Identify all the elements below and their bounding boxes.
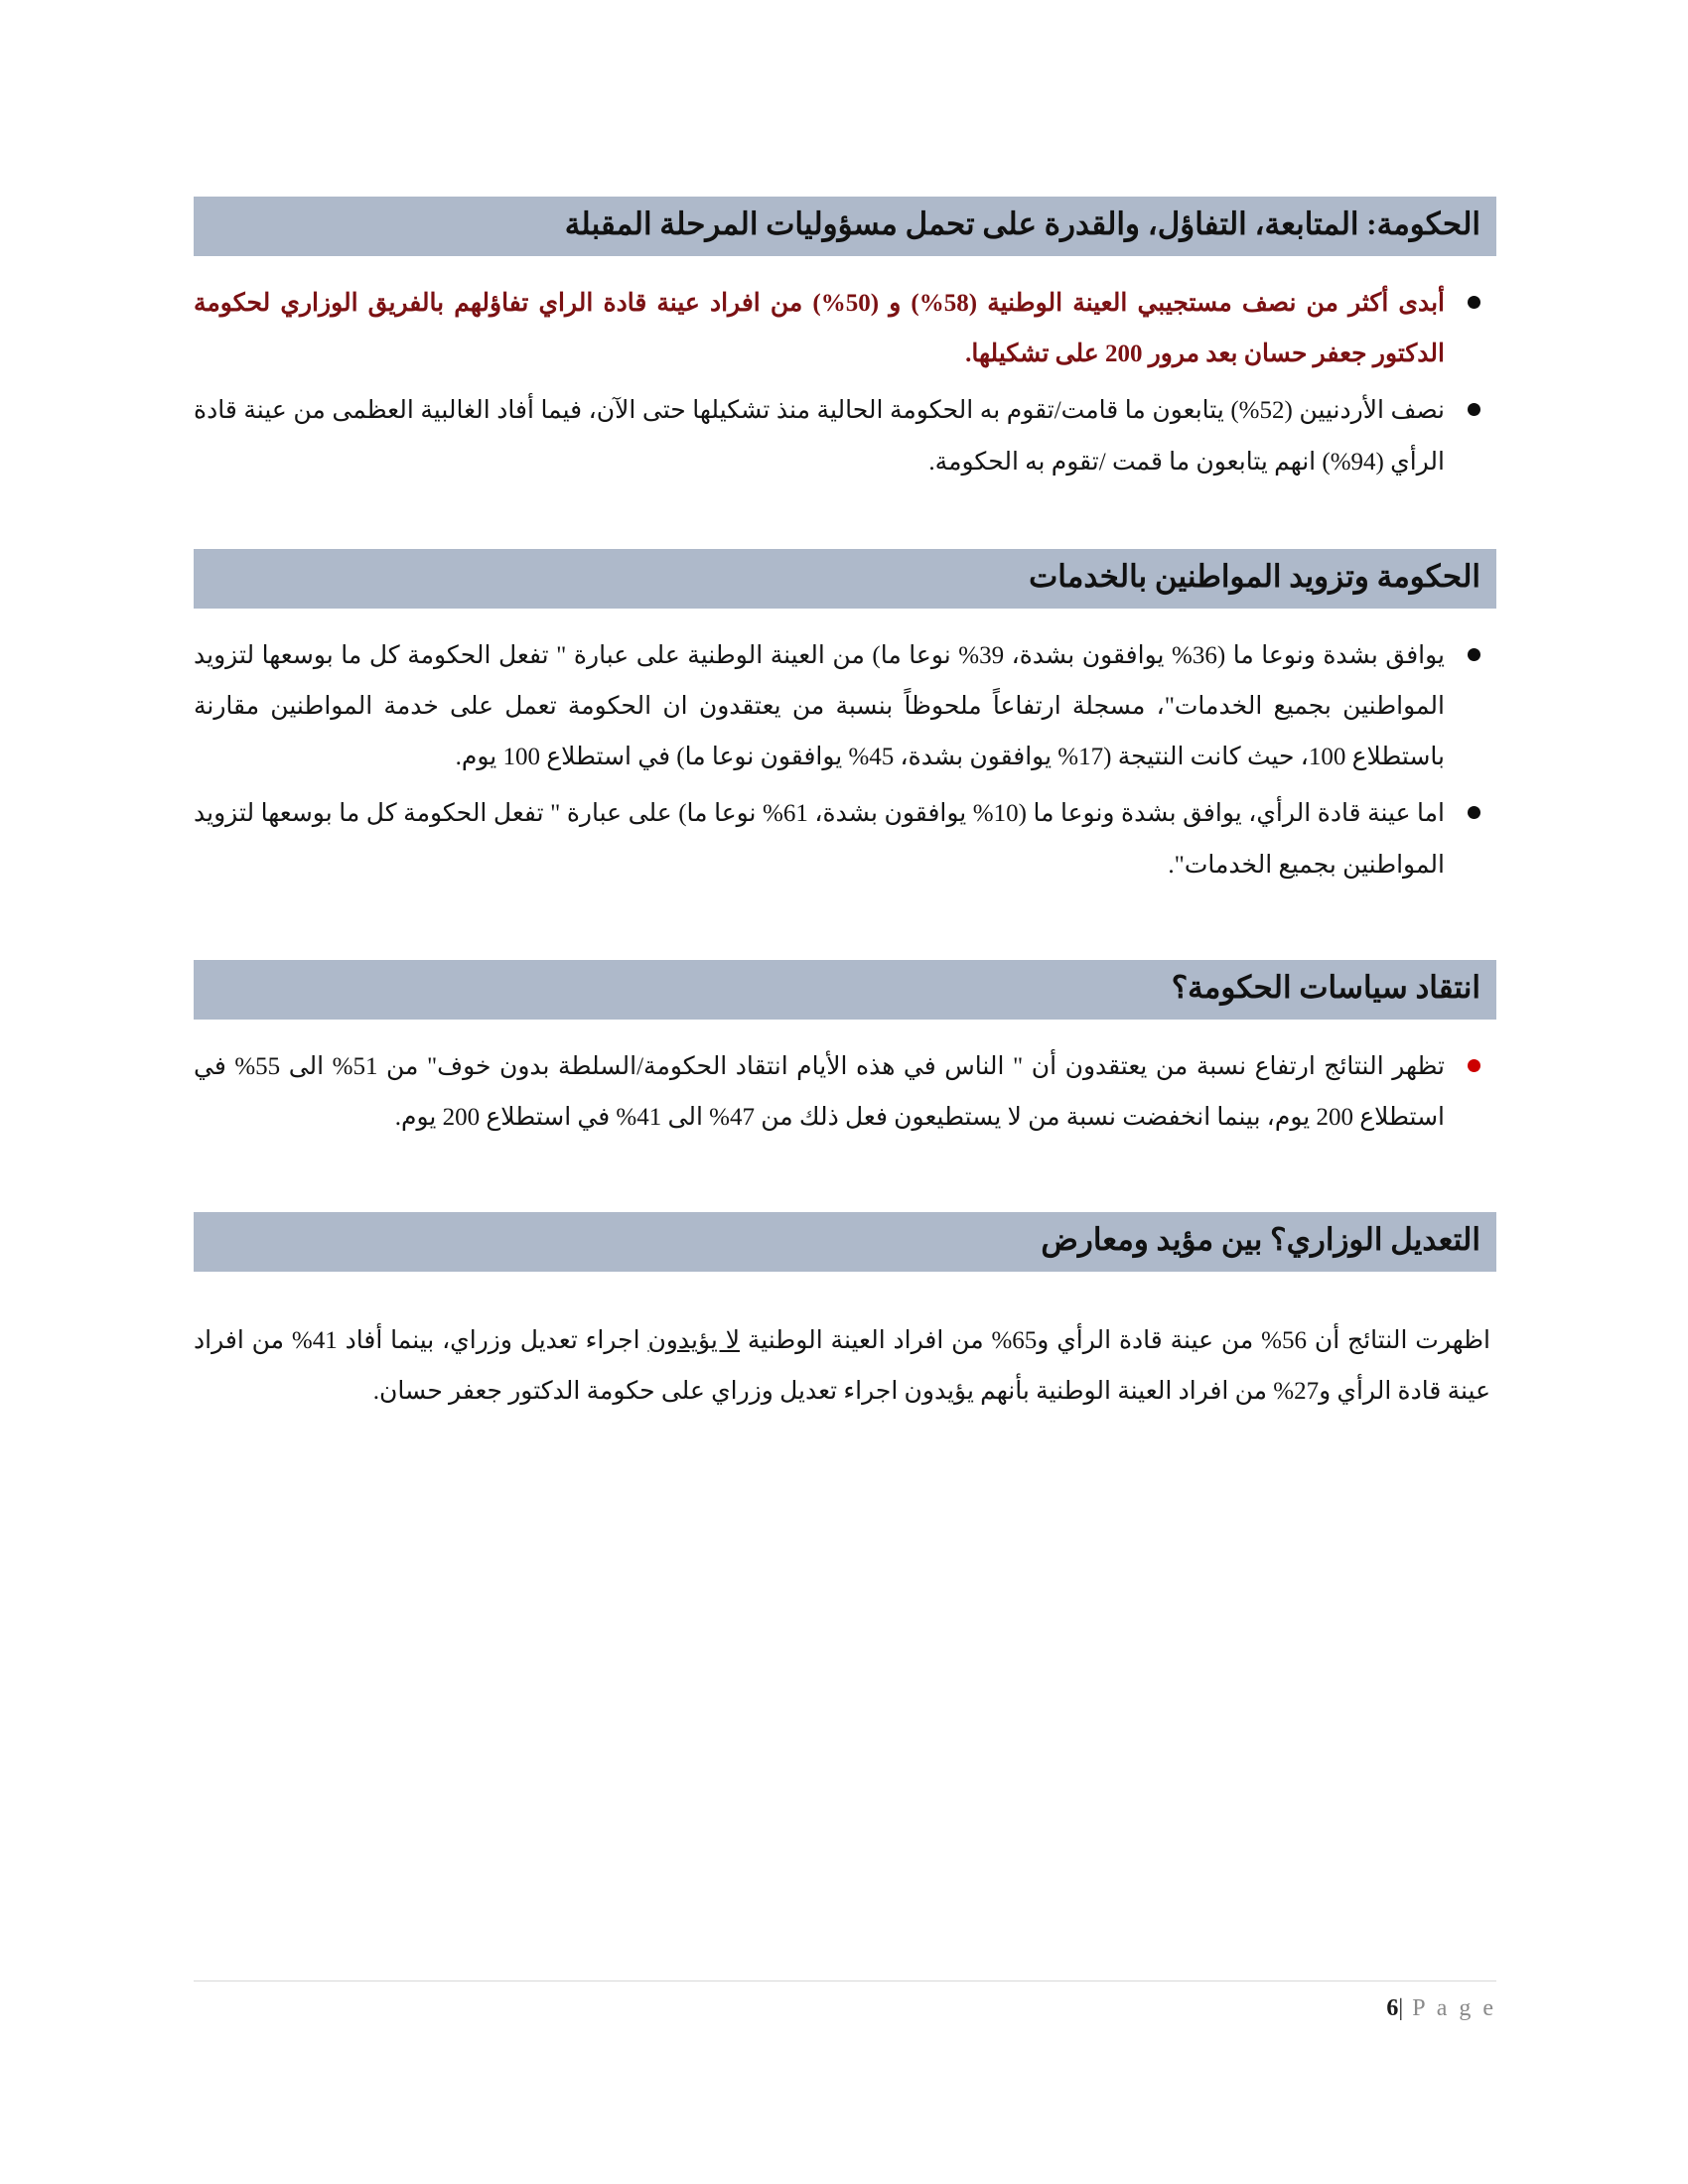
section-heading-text: الحكومة: المتابعة، التفاؤل، والقدرة على تحمل مسؤوليات المرحلة المقبلة <box>564 206 1480 241</box>
spacer <box>194 896 1496 960</box>
section-heading-criticizing-policies <box>194 960 1496 1020</box>
document-content <box>194 197 1496 1418</box>
paragraph-cabinet-reshuffle <box>194 1315 1496 1418</box>
footer-separator: | <box>1398 1995 1404 2021</box>
spacer <box>194 1020 1496 1041</box>
list-item <box>194 1041 1496 1144</box>
bullet-text-criticism-without-fear: تظهر النتائج ارتفاع نسبة من يعتقدون أن " الناس في هذه الأيام انتقاد الحكومة/السلطة بدون خوف" من 51% الى 55% في استطلاع 200 يوم، بينما انخفضت نسبة من لا يستطيعون فعل ذلك من 47% الى 41% في استطلاع 200 يوم. <box>194 1052 1445 1131</box>
list-item <box>194 630 1496 783</box>
section-heading-government-followup <box>194 197 1496 256</box>
spacer <box>194 1272 1496 1315</box>
bullet-text-following-government: نصف الأردنيين (52%) يتابعون ما قامت/تقوم به الحكومة الحالية منذ تشكيلها حتى الآن، فيما أفاد الغالبية العظمى من عينة قادة الرأي (94%) انهم يتابعون ما قمت /تقوم به الحكومة. <box>194 397 1446 476</box>
bullet-text-opinion-leaders-services: اما عينة قادة الرأي، يوافق بشدة ونوعا ما (10% يوافقون بشدة، 61% نوعا ما) على عبارة " تفعل الحكومة كل ما بوسعها لتزويد المواطنين بجميع الخدمات". <box>194 800 1445 879</box>
paragraph-text <box>194 1315 1490 1418</box>
list-item <box>194 788 1496 890</box>
footer-page-indicator <box>194 1981 1496 2022</box>
bullet-list-section-1 <box>194 278 1496 487</box>
bullet-text-national-sample-services: يوافق بشدة ونوعا ما (36% يوافقون بشدة، 39% نوعا ما) من العينة الوطنية على عبارة " تفعل الحكومة كل ما بوسعها لتزويد المواطنين بجميع الخدمات"، مسجلة ارتفاعاً ملحوظاً بنسبة من يعتقدون ان الحكومة تعمل على خدمة المواطنين مقارنة باستطلاع 100، حيث كانت النتيجة (17% يوافقون بشدة، 45% يوافقون نوعا ما) في استطلاع 100 يوم. <box>194 641 1445 771</box>
page-footer <box>194 1980 1496 2022</box>
list-item <box>194 278 1496 380</box>
spacer <box>194 493 1496 549</box>
spacer <box>194 1149 1496 1212</box>
bullet-list-section-3 <box>194 1041 1496 1144</box>
paragraph-underlined-phrase: لا يؤيدون <box>647 1327 740 1354</box>
section-heading-government-services <box>194 549 1496 609</box>
section-heading-cabinet-reshuffle <box>194 1212 1496 1272</box>
list-item <box>194 385 1496 487</box>
paragraph-part-2: اجراء تعديل وزراي، بينما أفاد 41% من افراد عينة قادة الرأي و27% من افراد العينة الوطنية بأنهم يؤيدون اجراء تعديل وزراي على حكومة الدكتور جعفر حسان. <box>194 1327 1490 1406</box>
spacer <box>194 609 1496 630</box>
footer-page-label: P a g e <box>1412 1995 1496 2021</box>
section-heading-text: التعديل الوزاري؟ بين مؤيد ومعارض <box>1041 1222 1480 1258</box>
section-heading-text: انتقاد سياسات الحكومة؟ <box>1171 969 1480 1005</box>
spacer <box>194 256 1496 278</box>
bullet-list-section-2 <box>194 630 1496 890</box>
bullet-text-optimism: أبدى أكثر من نصف مستجيبي العينة الوطنية (58%) و (50%) من افراد عينة قادة الراي تفاؤلهم بالفريق الوزاري لحكومة الدكتور جعفر حسان بعد مرور 200 على تشكيلها. <box>194 289 1446 368</box>
paragraph-part-1: اظهرت النتائج أن 56% من عينة قادة الرأي و65% من افراد العينة الوطنية <box>739 1327 1490 1354</box>
footer-page-number: 6 <box>1386 1995 1399 2021</box>
section-heading-text: الحكومة وتزويد المواطنين بالخدمات <box>1029 558 1480 594</box>
